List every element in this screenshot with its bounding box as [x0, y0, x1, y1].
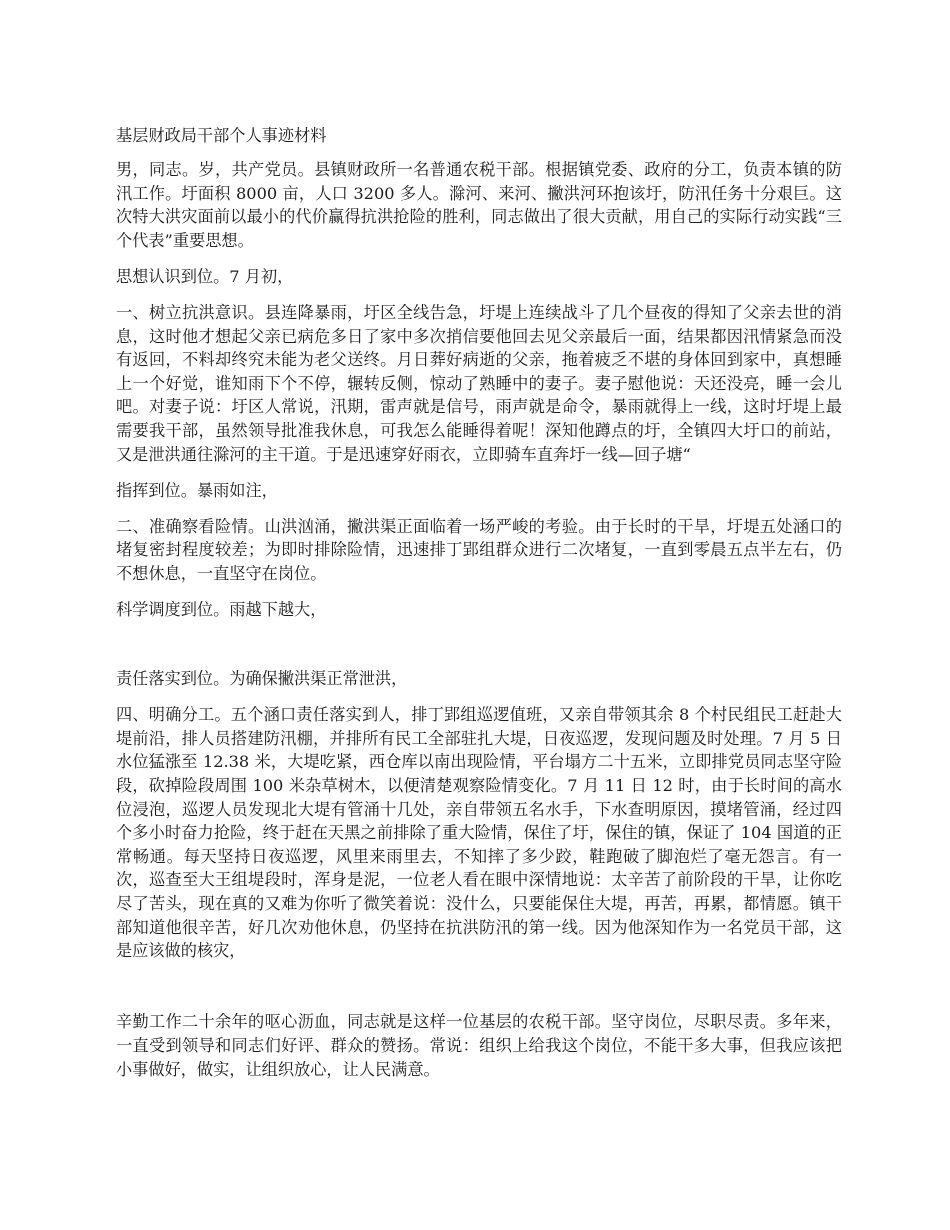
- paragraph-section-2: 二、准确察看险情。山洪汹涌，撇洪渠正面临着一场严峻的考验。由于长时的干旱，圩堤五处涵口的堵复密封程度较差；为即时排除险情，迅速排丁郢组群众进行二次堵复，一直到零晨五点半左右，仍不想休息，一直坚守在岗位。: [116, 516, 842, 583]
- paragraph-conclusion: 辛勤工作二十余年的呕心沥血，同志就是这样一位基层的农税干部。坚守岗位，尽职尽责。多年来，一直受到领导和同志们好评、群众的赞扬。常说：组织上给我这个岗位，不能干多大事，但我应该把小事做好，做实，让组织放心，让人民满意。: [116, 1012, 842, 1079]
- paragraph-responsibility: 责任落实到位。为确保撇洪渠正常泄洪，: [116, 669, 408, 689]
- paragraph-command: 指挥到位。暴雨如注，: [116, 480, 278, 500]
- document-title: 基层财政局干部个人事迹材料: [116, 126, 327, 145]
- paragraph-thought: 思想认识到位。7 月初，: [116, 266, 294, 286]
- paragraph-intro: 男，同志。岁，共产党员。县镇财政所一名普通农税干部。根据镇党委、政府的分工，负责本镇的防汛工作。圩面积 8000 亩，人口 3200 多人。滁河、来河、撇洪河环抱该圩，防汛任务十分艰巨。这次特大洪灾面前以最小的代价赢得抗洪抢险的胜利，同志做出了很大贡献，用自己的实际行动实践“三个代表”重要思想。: [116, 160, 842, 250]
- blank-space: [116, 634, 842, 667]
- paragraph-section-4: 四、明确分工。五个涵口责任落实到人，排丁郢组巡逻值班，又亲自带领其余 8 个村民组民工赶赴大堤前沿，排人员搭建防汛棚，并排所有民工全部驻扎大堤，日夜巡逻，发现问题及时处理。7 月 5 日水位猛涨至 12.38 米，大堤吃紧，西仓库以南出现险情，平台塌方二十五米，立即排党员同志坚守险段，砍掉险段周围 100 米杂草树木，以便清楚观察险情变化。7 月 11 日 12 时，由于长时间的高水位浸泡，巡逻人员发现北大堤有管涌十几处，亲自带领五名水手，下水查明原因，摸堵管涌，经过四个多小时奋力抢险，终于赶在天黑之前排除了重大险情，保住了圩，保住的镇，保证了 104 国道的正常畅通。每天坚持日夜巡逻，风里来雨里去，不知摔了多少跤，鞋跑破了脚泡烂了毫无怨言。有一次，巡查至大王组堤段时，浑身是泥，一位老人看在眼中深情地说：太辛苦了前阶段的干旱，让你吃尽了苦头，现在真的又难为你听了微笑着说：没什么，只要能保住大堤，再苦，再累，都情愿。镇干部知道他很辛苦，好几次劝他休息，仍坚持在抗洪防汛的第一线。因为他深知作为一名党员干部，这是应该做的核灾，: [116, 705, 842, 961]
- paragraph-section-1: 一、树立抗洪意识。县连降暴雨，圩区全线告急，圩堤上连续战斗了几个昼夜的得知了父亲去世的消息，这时他才想起父亲已病危多日了家中多次捎信要他回去见父亲最后一面，结果都因汛情紧急而没有返回，不料却终究未能为老父送终。月日葬好病逝的父亲，拖着疲乏不堪的身体回到家中，真想睡上一个好觉，谁知雨下个不停，辗转反侧，惊动了熟睡中的妻子。妻子慰他说：天还没亮，睡一会儿吧。对妻子说：圩区人常说，汛期，雷声就是信号，雨声就是命令，暴雨就得上一线，这时圩堤上最需要我干部，虽然领导批准我休息，可我怎么能睡得着呢！深知他蹲点的圩，全镇四大圩口的前站，又是泄洪通往滁河的主干道。于是迅速穿好雨衣，立即骑车直奔圩一线—回子塘“: [116, 303, 842, 464]
- document-body: [116, 124, 842, 1094]
- paragraph-dispatch: 科学调度到位。雨越下越大，: [116, 600, 327, 620]
- blank-space: [116, 975, 842, 1010]
